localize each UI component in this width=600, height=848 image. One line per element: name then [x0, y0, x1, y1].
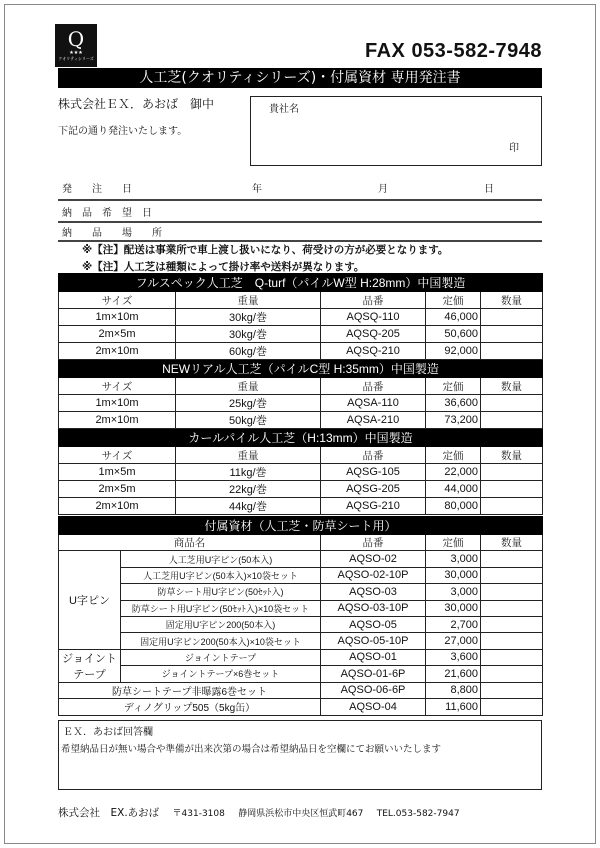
turf-table: [58, 273, 543, 515]
column-header-qty: 数量: [481, 292, 543, 309]
code-cell: AQSO-03: [321, 584, 426, 600]
code-cell: AQSO-04: [321, 699, 426, 715]
table-row: [59, 412, 543, 429]
column-header-price: 定価: [426, 535, 481, 551]
code-cell: AQSA-110: [321, 395, 426, 412]
column-header-row: [59, 378, 543, 395]
code-cell: AQSG-210: [321, 498, 426, 515]
name-cell: 人工芝用U字ピン(50本入): [121, 551, 321, 567]
name-cell: 防草シートテープ非曝露6巻セット: [59, 682, 321, 698]
column-header-price: 定価: [426, 292, 481, 309]
quantity-input[interactable]: [481, 343, 543, 360]
response-text: 希望納品日が無い場合や準備が出来次第の場合は希望納品日を空欄にてお願いいたします: [61, 744, 442, 755]
note-1: ※【注】配送は事業所で車上渡し扱いになり、荷受けの方が必要となります。: [82, 244, 449, 256]
weight-cell: 11kg/巻: [176, 464, 321, 481]
size-cell: 1m×10m: [59, 309, 176, 326]
table-row: [59, 498, 543, 515]
code-cell: AQSO-01-6P: [321, 666, 426, 683]
section-title: 付属資材（人工芝・防草シート用）: [59, 517, 543, 535]
price-cell: 3,600: [426, 649, 481, 666]
price-cell: 46,000: [426, 309, 481, 326]
day-label: 日: [484, 184, 494, 195]
intro-text: 下記の通り発注いたします。: [58, 126, 188, 137]
column-header-size: サイズ: [59, 378, 176, 395]
price-cell: 80,000: [426, 498, 481, 515]
quantity-input[interactable]: [481, 699, 543, 715]
table-row: [59, 649, 543, 666]
column-header-weight: 重量: [176, 447, 321, 464]
code-cell: AQSQ-210: [321, 343, 426, 360]
column-header-qty: 数量: [481, 535, 543, 551]
section-header: [59, 429, 543, 447]
quantity-input[interactable]: [481, 326, 543, 343]
price-cell: 3,000: [426, 584, 481, 600]
name-cell: 固定用U字ピン200(50本入): [121, 616, 321, 632]
column-header-size: サイズ: [59, 292, 176, 309]
size-cell: 1m×5m: [59, 464, 176, 481]
footer-tel: TEL.053-582-7947: [376, 809, 460, 819]
section-title: フルスペック人工芝 Q-turf（パイルW型 H:28mm）中国製造: [59, 274, 543, 292]
name-cell: ジョイントテープ: [121, 649, 321, 666]
code-cell: AQSQ-205: [321, 326, 426, 343]
seal-label: 印: [509, 143, 519, 154]
weight-cell: 25kg/巻: [176, 395, 321, 412]
size-cell: 2m×5m: [59, 326, 176, 343]
customer-name-box[interactable]: [250, 96, 542, 166]
code-cell: AQSA-210: [321, 412, 426, 429]
name-cell: 防草シート用U字ピン(50ｾｯﾄ入): [121, 584, 321, 600]
delivery-place-label: 納 品 場 所: [62, 228, 162, 239]
recipient: 株式会社ＥＸ．あおば 御中: [58, 97, 215, 111]
price-cell: 73,200: [426, 412, 481, 429]
quantity-input[interactable]: [481, 464, 543, 481]
quantity-input[interactable]: [481, 481, 543, 498]
table-row: [59, 584, 543, 600]
price-cell: 11,600: [426, 699, 481, 715]
weight-cell: 22kg/巻: [176, 481, 321, 498]
code-cell: AQSO-01: [321, 649, 426, 666]
weight-cell: 30kg/巻: [176, 326, 321, 343]
weight-cell: 50kg/巻: [176, 412, 321, 429]
table-row: [59, 481, 543, 498]
column-header-row: [59, 292, 543, 309]
column-header-weight: 重量: [176, 378, 321, 395]
table-row: [59, 309, 543, 326]
footer: [58, 805, 470, 820]
quantity-input[interactable]: [481, 395, 543, 412]
column-header-code: 品番: [321, 447, 426, 464]
column-header-size: サイズ: [59, 447, 176, 464]
price-cell: 30,000: [426, 600, 481, 616]
quantity-input[interactable]: [481, 567, 543, 583]
page-title: 人工芝(クオリティシリーズ)・付属資材 専用発注書: [58, 68, 542, 88]
section-title: カールパイル人工芝（H:13mm）中国製造: [59, 429, 543, 447]
code-cell: AQSO-05-10P: [321, 633, 426, 649]
footer-company: 株式会社 EX.あおば: [58, 807, 160, 819]
code-cell: AQSO-02: [321, 551, 426, 567]
code-cell: AQSO-03-10P: [321, 600, 426, 616]
table-row: [59, 633, 543, 649]
name-cell: 固定用U字ピン200(50本入)×10袋セット: [121, 633, 321, 649]
footer-postal: 〒431-3108: [172, 809, 225, 819]
quantity-input[interactable]: [481, 633, 543, 649]
section-header: [59, 274, 543, 292]
name-cell: ディノグリップ505（5kg缶）: [59, 699, 321, 715]
price-cell: 8,800: [426, 682, 481, 698]
response-title: ＥＸ．あおば回答欄: [63, 727, 153, 738]
price-cell: 2,700: [426, 616, 481, 632]
quantity-input[interactable]: [481, 309, 543, 326]
quantity-input[interactable]: [481, 412, 543, 429]
code-cell: AQSQ-110: [321, 309, 426, 326]
delivery-date-line[interactable]: [58, 221, 542, 223]
code-cell: AQSO-05: [321, 616, 426, 632]
table-row: [59, 699, 543, 715]
weight-cell: 44kg/巻: [176, 498, 321, 515]
column-header-price: 定価: [426, 447, 481, 464]
quantity-input[interactable]: [481, 682, 543, 698]
quantity-input[interactable]: [481, 498, 543, 515]
name-cell: ジョイントテープ×6巻セット: [121, 666, 321, 683]
code-cell: AQSG-205: [321, 481, 426, 498]
price-cell: 3,000: [426, 551, 481, 567]
column-header-code: 品番: [321, 378, 426, 395]
size-cell: 2m×10m: [59, 498, 176, 515]
size-cell: 1m×10m: [59, 395, 176, 412]
footer-address: 静岡県浜松市中央区恒武町467: [238, 809, 364, 819]
column-header-qty: 数量: [481, 378, 543, 395]
price-cell: 44,000: [426, 481, 481, 498]
column-header-code: 品番: [321, 292, 426, 309]
quantity-input[interactable]: [481, 649, 543, 666]
table-row: [59, 600, 543, 616]
month-label: 月: [378, 184, 388, 195]
order-date-line: [58, 199, 542, 201]
section-header: [59, 517, 543, 535]
column-header-code: 品番: [321, 535, 426, 551]
section-title: NEWリアル人工芝（パイルC型 H:35mm）中国製造: [59, 360, 543, 378]
fax-number: FAX 053-582-7948: [364, 40, 542, 62]
size-cell: 2m×10m: [59, 343, 176, 360]
response-box[interactable]: [58, 720, 542, 790]
group-joint: ジョイント: [59, 649, 121, 666]
column-header-row: [59, 535, 543, 551]
quantity-input[interactable]: [481, 666, 543, 683]
table-row: [59, 395, 543, 412]
quantity-input[interactable]: [481, 616, 543, 632]
price-cell: 21,600: [426, 666, 481, 683]
weight-cell: 30kg/巻: [176, 309, 321, 326]
column-header-qty: 数量: [481, 447, 543, 464]
name-cell: 人工芝用U字ピン(50本入)×10袋セット: [121, 567, 321, 583]
price-cell: 36,600: [426, 395, 481, 412]
table-row: [59, 343, 543, 360]
table-row: [59, 567, 543, 583]
table-row: [59, 326, 543, 343]
column-header-weight: 重量: [176, 292, 321, 309]
price-cell: 92,000: [426, 343, 481, 360]
note-2: ※【注】人工芝は種類によって掛け率や送料が異なります。: [82, 261, 365, 273]
customer-name-label: 貴社名: [269, 104, 299, 115]
delivery-date-label: 納 品 希 望 日: [62, 208, 152, 219]
year-label: 年: [252, 184, 262, 195]
group-upin: U字ピン: [59, 551, 121, 649]
column-header-name: 商品名: [59, 535, 321, 551]
table-row: [59, 551, 543, 567]
price-cell: 30,000: [426, 567, 481, 583]
logo: Q ★★★ クオリティシリーズ: [55, 24, 97, 67]
quantity-input[interactable]: [481, 600, 543, 616]
order-date-label: 発 注 日: [62, 184, 132, 195]
quantity-input[interactable]: [481, 551, 543, 567]
accessories-table: [58, 516, 543, 716]
price-cell: 27,000: [426, 633, 481, 649]
column-header-price: 定価: [426, 378, 481, 395]
code-cell: AQSG-105: [321, 464, 426, 481]
table-row: [59, 464, 543, 481]
weight-cell: 60kg/巻: [176, 343, 321, 360]
column-header-row: [59, 447, 543, 464]
quantity-input[interactable]: [481, 584, 543, 600]
table-row: [59, 682, 543, 698]
name-cell: 防草シート用U字ピン(50ｾｯﾄ入)×10袋セット: [121, 600, 321, 616]
size-cell: 2m×10m: [59, 412, 176, 429]
group-joint: テープ: [59, 666, 121, 683]
table-row: [59, 666, 543, 683]
price-cell: 50,600: [426, 326, 481, 343]
section-header: [59, 360, 543, 378]
table-row: [59, 616, 543, 632]
code-cell: AQSO-06-6P: [321, 682, 426, 698]
price-cell: 22,000: [426, 464, 481, 481]
size-cell: 2m×5m: [59, 481, 176, 498]
code-cell: AQSO-02-10P: [321, 567, 426, 583]
